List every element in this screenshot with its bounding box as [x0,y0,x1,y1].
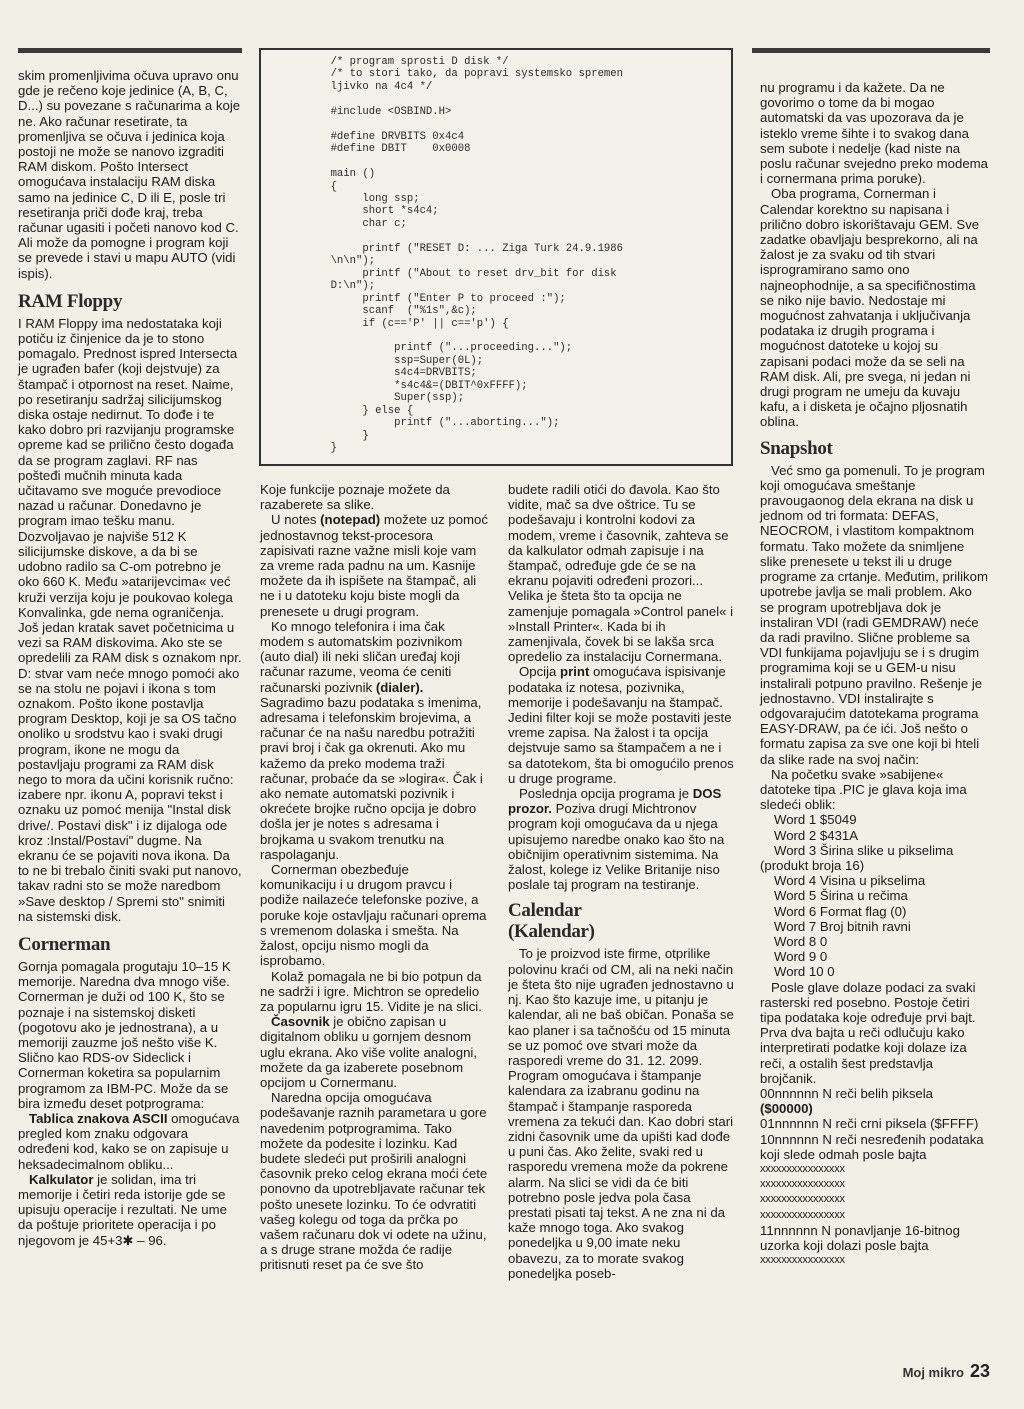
word-item: Word 4 Visina u pikselima [774,873,926,889]
paragraph [260,969,488,1015]
column-1 [18,68,242,1248]
heading-snapshot: Snapshot [760,437,833,459]
paragraph: nu programu i da kažete. Da ne govorimo o tome da bi mogao automatski da vas upozorava da je isteklo vreme šihte i to svakog dana sem subote i nedelje (kad niste na poslu računar svejedno preko modema i cornermana prima poruke). [760,80,988,187]
paragraph [18,1111,242,1172]
paragraph [18,1172,242,1248]
paragraph [260,512,488,618]
paragraph [760,186,988,429]
paragraph: Koje funkcije poznaje možete da razaberete sa slike. [260,482,450,513]
word-item: Word 5 Širina u rečima [774,888,908,904]
paragraph [260,1014,488,1090]
term-clock: Časovnik [271,1014,330,1030]
x-pattern: xxxxxxxxxxxxxxxx [760,1163,845,1176]
paragraph-text: 00nnnnnn N reči belih piksela [760,1086,934,1101]
word-item: Word 1 $5049 [774,812,857,828]
paragraph-text: Poslednja opcija programa je [519,786,693,802]
paragraph [260,619,488,862]
paragraph-text: To je proizvod iste firme, otprilike polovinu kraći od CM, ali na neki način je šteta što nije ugrađen jednostavno u nj. Kao što kazuje ime, u pitanju je kalendar, ali ne baš običan. Ponaša se kao planer i sa tačnošću od 15 minuta se uz pomoć ove stvari može da rasporedi vreme do 31. 12. 2099. Program omogućava i štampanje kalendara za izabranu godinu na štampač i štampanje rasporeda vremena za tekući dan. Kao dobri stari zidni časovnik ume da upišti kad dođe u puni čas. Ako želite, svaki red u rasporedu vremena može da pokrene alarm. Na slici se vidi da će biti potrebno posle jedva pola časa prestati pisati taj tekst. A ne zna ni da kaže mnogo toga. Ako svakog ponedeljka u 9,00 imate neku obavezu, za to morate svakog ponedeljka poseb- [508,946,734,1281]
hex-value: ($00000) [760,1101,813,1117]
paragraph-text: Posle glave dolaze podaci za svaki rasterski red posebno. Postoje četiri tipa podataka koje određuje prvi bajt. Prva dva bajta u reči odlučuju kako interpretirati podatke koji dolaze iza reči, a ostalih šest predstavlja brojčanik. [760,979,976,1086]
paragraph-text: Opcija [519,664,561,680]
paragraph-text: Oba programa, Cornerman i Calendar korektno su napisana i prilično dobro iskorištavaju GEM. Sve zadatke obavljaju besprekorno, ali na žalost je za svaku od tih stvari isprogramirano samo ono najneophodnije, a sa specifičnostima se niko nije bavio. Nedostaje mi mogućnost zahvatanja i uključivanja podataka iz drugih programa i mogućnost datoteke u kojoj su zapisani podaci može da se seli na RAM disk. Ali, pre svega, ni jedan ni drugi program ne umeju da kuvaju kafu, a i disketa je očajno pljosnatih oblina. [760,186,980,430]
paragraph: 01nnnnnn N reči crni piksela ($FFFF) [760,1116,979,1132]
paragraph-text: Poziva drugi Michtronov program koji omogućava da u njega upisujemo naredbe onako kao što na običnijim operativnim sistemima. Na žalost, kolege iz Velike Britanije niso poslale taj program na testiranje. [508,801,725,893]
heading-cornerman: Cornerman [18,933,111,955]
paragraph-text: Cornerman obezbeđuje komunikaciju i u drugom pravcu i podiže nailazeće telefonske pozive, a poruke koje ostavljaju računari opremа s vremenom dolaska i smešta. Na žalost, opciju nismo mogli da isprobamo. [260,862,487,969]
word-list [760,812,988,979]
paragraph: 11nnnnnn N ponavljanje 16-bitnog uzorka koji dolazi posle bajta [760,1222,960,1254]
paragraph [508,786,734,892]
heading-ram-floppy: RAM Floppy [18,290,123,312]
magazine-name: Moj mikro [902,1365,964,1380]
top-rule-col1 [18,48,242,53]
term-notepad: (notepad) [320,512,381,528]
word-item: Word 3 Širina slike u pikselima (produkt broja 16) [760,842,954,873]
paragraph [260,1090,488,1272]
word-item: Word 2 $431A [774,827,859,843]
paragraph-text: Već smo ga pomenuli. To je program koji omogućava smeštanje pravougaonog dela ekrana na disk u jednom od tri formata: DEFAS, NEOCROM, i vlastitom kompaktnom formatu. Tako možete da snimljene slike prenesete u tekst ili u druge programe za crtanje. Međutim, prilikom upotrebe javlja se mali problem. Ako se program upotrebljava dok je instaliran VDI (radi GEMDRAW) neće da radi pravilno. Slične probleme sa VDI funkijama pojavljuju se i s drugim programima koji se u GEM-u nisu instalirali potpuno pravilno. Rešenje je jednostavno. VDI instalirajte s odgovarajućim datotekama programa EASY-DRAW, pa će ići. Još nešto o formatu zapisa za sve one koji bi hteli da slike rade na svoj način: [760,462,988,767]
term-ascii-table: Tablica znakova ASCII [29,1111,168,1126]
paragraph: Gornja pomagala progutaju 10–15 K memorije. Naredna dva mnogo više. Cornerman je duži od 100 K, što se poznaje i na sistemskoj disketi (pogotovu ako je jednostrana), a u memoriji zauzme još nešto više K. Slično kao RDS-ov Sideclick i Cornerman koketira sa popularnim programom za IBM-PC. Može da se bira između deset potprograma: [18,958,231,1111]
paragraph [760,767,988,813]
paragraph-text: Ko mnogo telefonira i ima čak modem s automatskim pozivnikom (auto dial) ili neki sličan uređaj koji računar razume, veoma će ceniti računarski pozivnik [260,618,463,695]
column-3 [508,482,734,1281]
paragraph-text: Kolaž pomagala ne bi bio potpun da ne sadrži i igre. Michtron se opredelio za popularnu igru 15. Vidite je na slici. [260,968,482,1014]
paragraph-text: Naredna opcija omogućava podešavanje raznih parametara u gore navedenim potprogramima. Tako možete da podesite i lozinku. Kad budete sledeći put proširili analogni časovnik preko celog ekrana moći ćete ponovno da upotrebljavate računar tek pošto unesete lozinku. To će odvratiti vašeg kolegu od toga da prčka po vašem računaru dok vi odete na užinu, a s druge strane možda će radije pritisnuti reset pa će sve što [260,1090,488,1273]
paragraph: skim promenljivima očuva upravo onu gde je rečeno koje jedinice (A, B, C, D...) su povezane s računarima a koje ne. Ako računar resetirate, ta promenljiva se očuva i jedinica koja postoji ne može se nanovo izgraditi RAM diskom. Pošto Intersect omogućava instalaciju RAM diska samo na jedinice C, D ili E, posle tri resetiranja priči dođe kraj, treba računar ugasiti i početi nanovo kod C. Ali može da pomogne i program koji se prevede i stavi u mapu AUTO (vidi ispis). [18,68,241,281]
word-item: Word 8 0 [774,933,828,949]
code-listing: /* program sprosti D disk */ /* to stori tako, da popravi systemsko spremen ljivko na 4c4 */ #include <OSBIND.H> #define DRVBITS 0x4c4 #define DBIT 0x0008 main () { long ssp; short *s4c4; char c; printf ("RESET D: ... Ziga Turk 24.9.1986 \n\n"); printf ("About to reset drv_bit for disk D:\n"); printf ("Enter P to proceed :"); scanf ("%1s",&c); if (c=='P' || c=='p') { printf ("...proceeding..."); ssp=Super(0L); s4c4=DRVBITS; *s4c4&=(DBIT^0xFFFF); Super(ssp); } else { printf ("...aborting..."); } } [330,56,624,455]
term-print: print [560,664,590,680]
paragraph-text: možete uz pomoć jednostavnog tekst-procesora zapisivati razne važne misli koje vam za vreme rada padnu na um. Kasnije možete da ih ispišete na štampač, ali ne i u datoteku koju biste mogli da prenesete u drugi program. [260,512,488,619]
paragraph-text: U notes [271,512,321,528]
x-pattern: xxxxxxxxxxxxxxxx [760,1193,845,1206]
term-dialer: (dialer). [375,679,424,695]
x-pattern: xxxxxxxxxxxxxxxx [760,1178,845,1191]
x-pattern: xxxxxxxxxxxxxxxx [760,1208,845,1221]
paragraph [260,862,488,968]
term-calculator: Kalkulator [29,1171,94,1187]
page-number: 23 [969,1361,990,1381]
column-2 [260,482,488,1273]
paragraph: 10nnnnnn N reči nesređenih podataka koji slede odmah posle bajta [760,1131,984,1162]
term-dos-window: DOS prozor. [508,786,722,817]
column-4 [760,80,988,1268]
page-footer [903,1361,990,1382]
word-item: Word 6 Format flag (0) [774,903,907,919]
paragraph-text: omogućava pregled kom znaku odgovara određeni kod, kako se on zapisuje u heksadecimalnom obliku... [18,1111,240,1172]
paragraph: budete radili otići do đavola. Kao što vidite, mač sa dve oštrice. Tu se podešavaju i kontrolni kodovi za modem, vreme i časovnik, zahteva se da kalkulator odmah zapisuje i na štampač, određuje gde će se na ekranu pojaviti određeni prozori... Velika je šteta što ta opcija ne zamenjuje pomagala »Control panel« i »Install Printer«. Kada bi ih zamenjivala, čovek bi se lakša srca opredelio za instalaciju Cornermana. [508,482,734,665]
paragraph [760,463,988,767]
word-item: Word 7 Broj bitnih ravni [774,918,911,934]
paragraph [508,664,734,786]
paragraph-text: omogućava ispisivanje podataka iz notesa, pozivnika, memorije i podešavanju na štampač. Jedini filter koji se može postaviti jeste vreme zapisa. Na žalost i ta opcija dejstvuje samo sa štampačem a ne i sa datotekom, šta bi omogućilo prenos u druge programe. [508,664,734,786]
x-pattern: xxxxxxxxxxxxxxxx [760,1254,845,1267]
paragraph-text: Na početku svake »sabijene« datoteke tipa .PIC je glava koja ima sledeći oblik: [760,766,967,813]
paragraph [760,1086,988,1116]
paragraph: I RAM Floppy ima nedostataka koji potiču iz činjenice da je to stono pomagalo. Prednost ispred Intersecta je ugrađen bafer (koji dejstvuje) za štampač i otpornost na reset. Naime, po resetiranju sadržaj silicijumskog diska ostaje nedirnut. To dođe i te kako dobro pri razvijanju programske opreme kad se prilično često događa da se program zaglavi. RF nas pošteđi mučnih minuta kada učitavamo sve moguće prevodioce nazad u računar. Donedavno je program imao tešku manu. Dozvoljavao je najviše 512 K silicijumske diskove, a da bi se udobno radilo sa C-om potrebno je oko 660 K. Među »atarijevcima« već kruži verzija koju je poukovao kolega Konvalinka, gde nema ograničenja. Još jedan kratak savet početnicima u vezi sa RAM diskovima. Ako ste se opredelili za RAM disk s oznakom npr. D: stvar vam neće mnogo pomoći ako se na stolu ne pojavi i ikona s tom oznakom. Pošto ikone postavlja program Desktop, koji je sa OS tačno onoliko u srodstvu kao i svaki drugi program, ikone ne mogu da postavljaju programi za RAM disk nego to mora da učini korisnik ručno: izabere npr. ikonu A, popravi tekst i oznaku uz pomoć menija "Instal disk drive/. Postavi disk" i iz dijaloga ode kroz :Instal/Postavi" dugme. Na ekranu će se pojaviti nova ikona. Da to ne bi trebalo činiti svaki put nanovo, takav radni sto se može naredbom »Save desktop / Spremi sto" snimiti na sistemski disk. [18,315,242,924]
paragraph-text: je solidan, ima tri memorije i četiri reda istorije gde se upisuju operacije i rezultati. Ne ume da poštuje prioritete operacija i po njegovom je 45+3✱ – 96. [18,1171,227,1248]
code-listing-box [259,48,733,466]
paragraph-text: Sagradimo bazu podataka s imenima, adresama i telefonskim brojevima, a računar će na našu naredbu potražiti pravi broj i čak ga okrenuti. Ako mu kažemo da preko modema traži računar, probaće da se »logira«. Čak i ako nemate automatski pozivnik i okrećete brojke ručno opcija je dobro došla jer je notes s adresama i brojkama u svakom trenutku na raspolaganju. [260,694,483,862]
word-item: Word 10 0 [774,964,835,980]
word-item: Word 9 0 [774,949,828,965]
paragraph [508,946,734,1280]
paragraph-text: je obično zapisan u digitalnom obliku u gornjem desnom uglu ekrana. Ako više volite analogni, možete da ga izaberete posebnom opcijom u Cornermanu. [260,1014,478,1090]
heading-calendar: Calendar (Kalendar) [508,900,595,943]
paragraph [760,980,988,1086]
top-rule-col4 [752,48,990,53]
